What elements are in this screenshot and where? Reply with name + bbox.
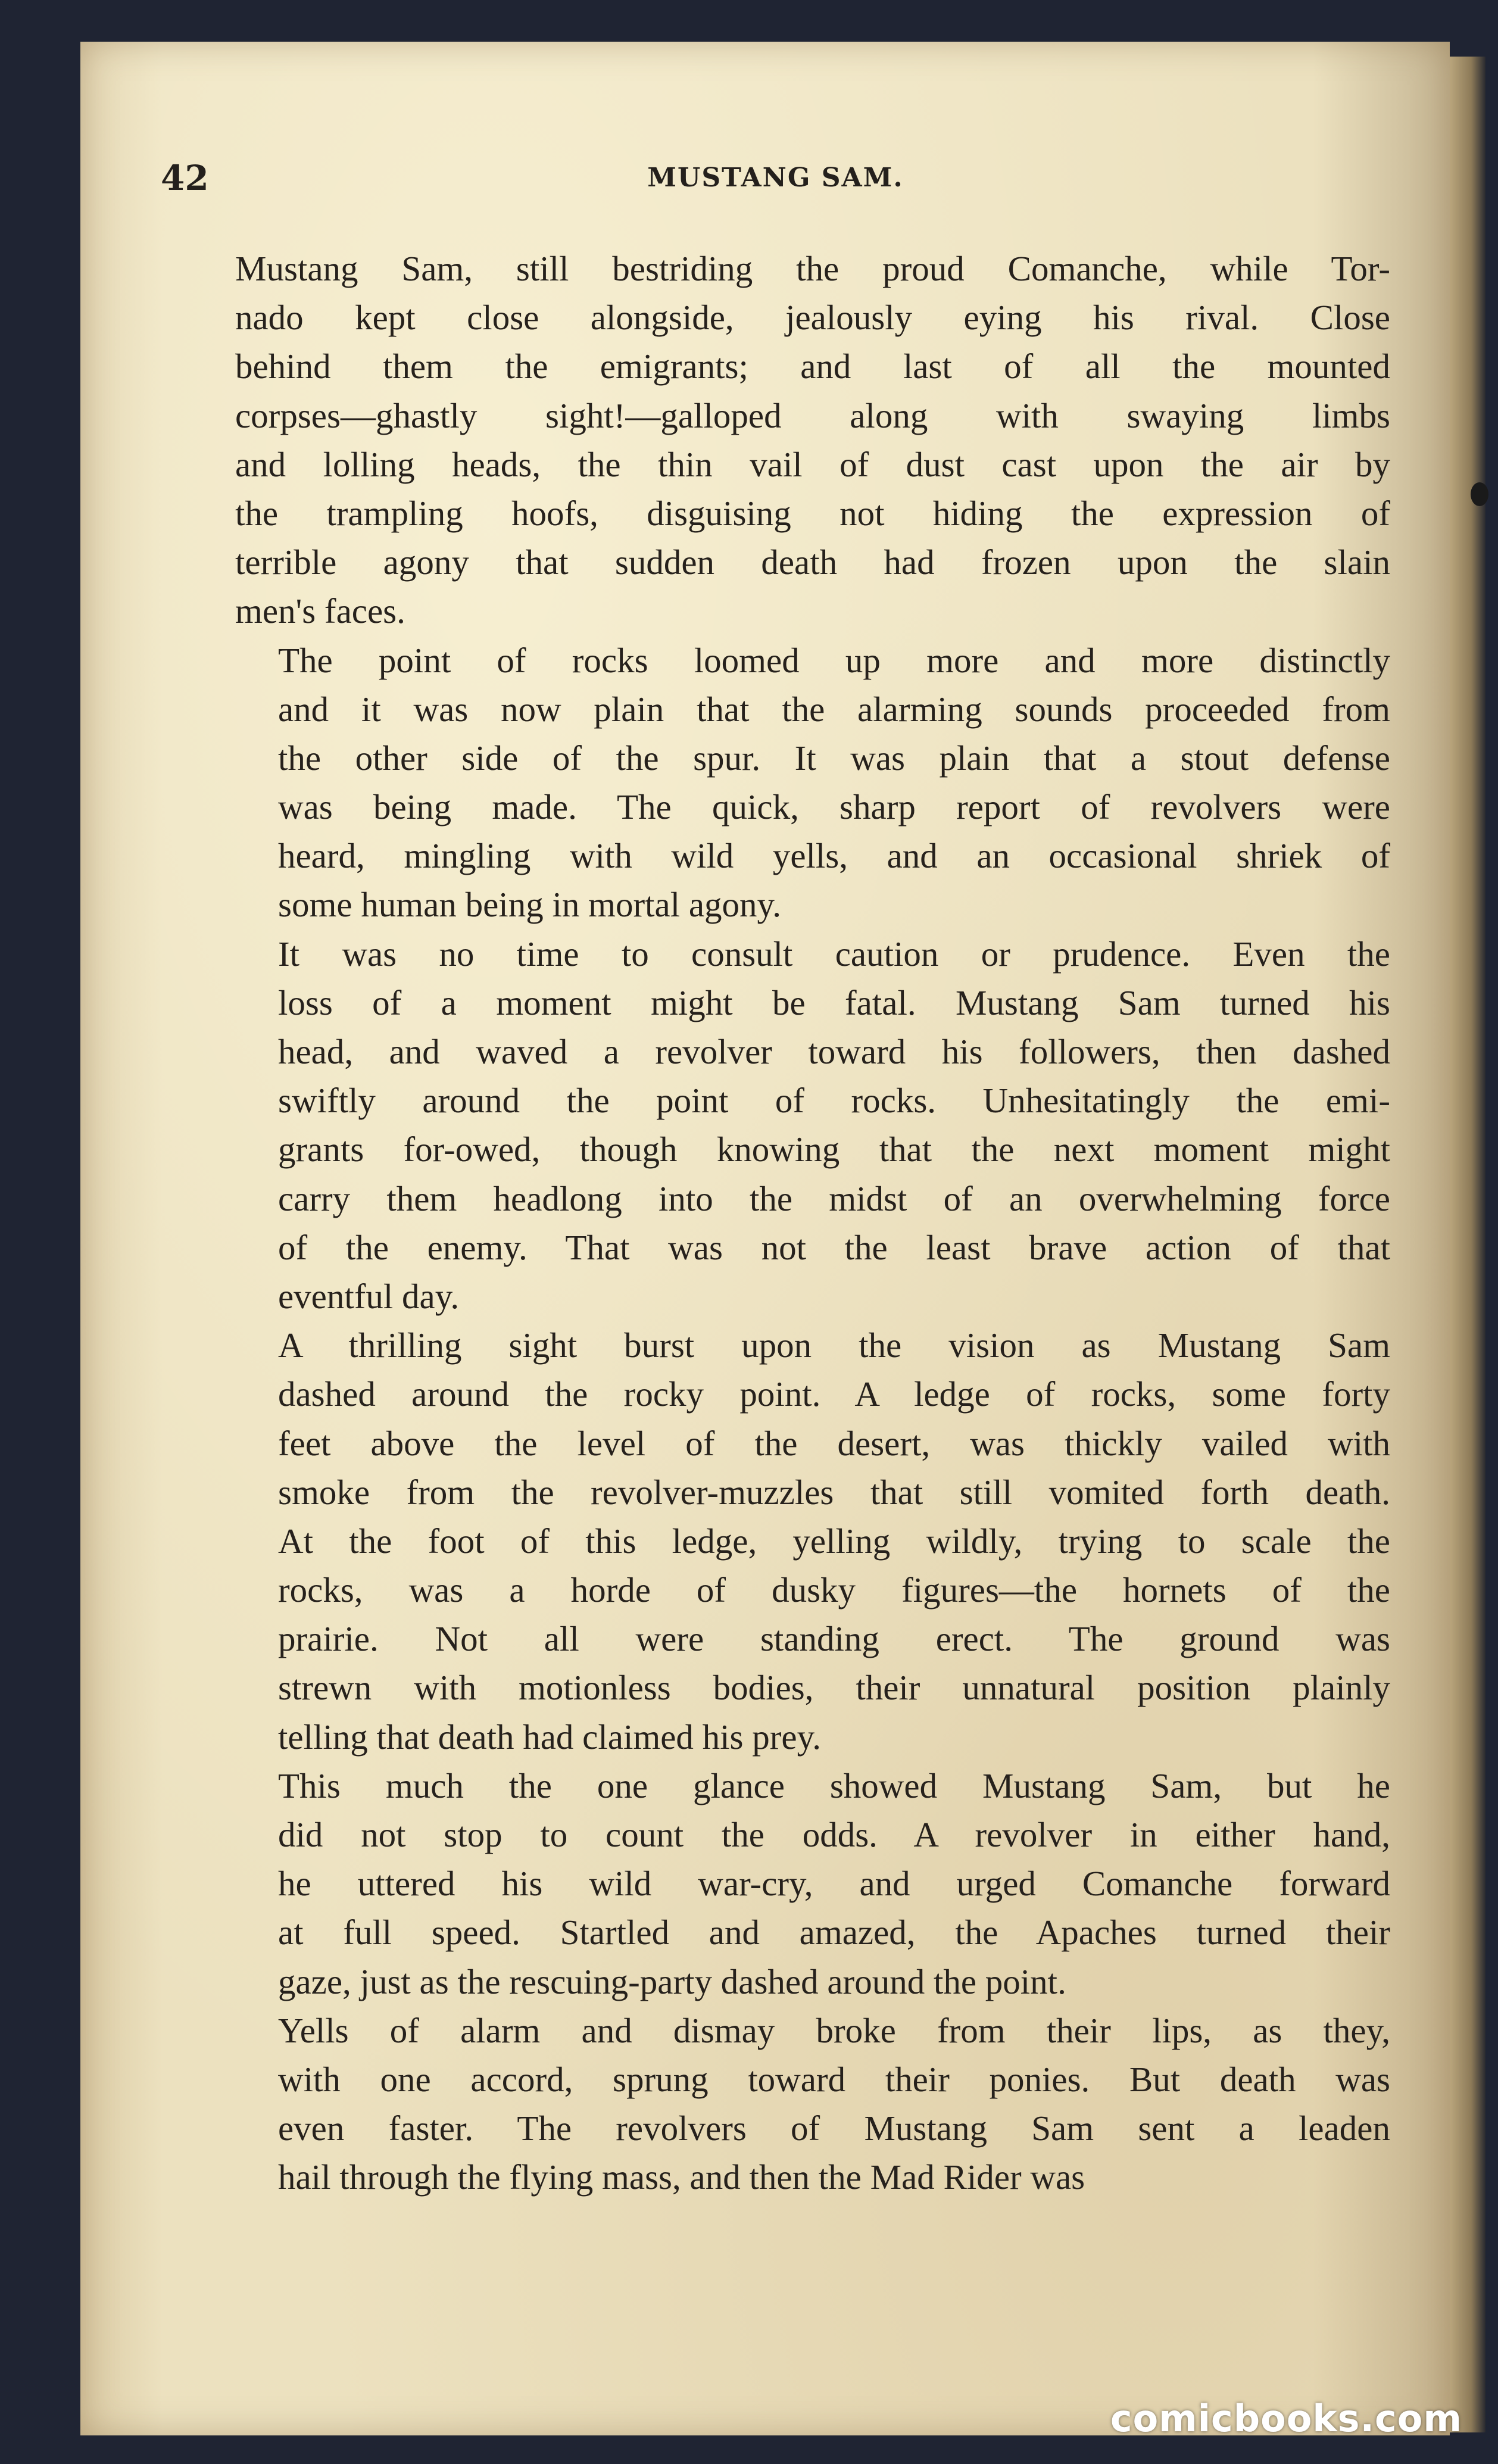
text-line: some human being in mortal agony.	[278, 885, 781, 925]
text-line: corpses—ghastly sight!—galloped along with swaying limbs	[235, 395, 1390, 435]
text-line: nado kept close alongside, jealously eying his rival. Close	[235, 298, 1390, 338]
text-line: he uttered his wild war-cry, and urged Comanche forward	[278, 1864, 1390, 1904]
next-page-edge	[1450, 57, 1485, 2432]
paragraph	[235, 1761, 1390, 2006]
running-head: MUSTANG SAM.	[647, 163, 904, 193]
body-text	[235, 244, 1390, 2202]
text-line: men's faces.	[235, 591, 405, 631]
text-line: dashed around the rocky point. A ledge of rocks, some forty	[278, 1374, 1390, 1414]
text-line: swiftly around the point of rocks. Unhesitatingly the emi-	[278, 1081, 1390, 1121]
paragraph	[235, 244, 1390, 636]
text-line: eventful day.	[278, 1276, 460, 1316]
text-line: heard, mingling with wild yells, and an occasional shriek of	[278, 836, 1390, 876]
text-line: The point of rocks loomed up more and more distinctly	[278, 640, 1390, 680]
paragraph	[235, 930, 1390, 1321]
text-line: This much the one glance showed Mustang Sam, but he	[278, 1766, 1390, 1805]
text-line: did not stop to count the odds. A revolver in either hand,	[278, 1815, 1390, 1854]
text-line: Yells of alarm and dismay broke from their lips, as they,	[278, 2010, 1390, 2050]
text-line: A thrilling sight burst upon the vision as Mustang Sam	[278, 1325, 1390, 1365]
paragraph	[235, 2006, 1390, 2202]
text-line: Mustang Sam, still bestriding the proud Comanche, while Tor-	[235, 249, 1390, 288]
text-line: was being made. The quick, sharp report of revolvers were	[278, 787, 1390, 827]
text-line: telling that death had claimed his prey.	[278, 1717, 822, 1757]
text-line: grants for-owed, though knowing that the next moment might	[278, 1130, 1390, 1169]
text-line: loss of a moment might be fatal. Mustang Sam turned his	[278, 983, 1390, 1022]
text-line: head, and waved a revolver toward his followers, then dashed	[278, 1032, 1390, 1071]
text-line: prairie. Not all were standing erect. The ground was	[278, 1619, 1390, 1659]
text-line: behind them the emigrants; and last of all the mounted	[235, 347, 1390, 386]
text-line: and lolling heads, the thin vail of dust cast upon the air by	[235, 444, 1390, 484]
page-header	[161, 158, 1390, 205]
text-line: smoke from the revolver-muzzles that still vomited forth death.	[278, 1472, 1390, 1512]
paragraph	[235, 1321, 1390, 1761]
text-line: It was no time to consult caution or prudence. Even the	[278, 934, 1390, 974]
text-line: with one accord, sprung toward their ponies. But death was	[278, 2059, 1390, 2099]
text-line: the other side of the spur. It was plain that a stout defense	[278, 738, 1390, 778]
page-number: 42	[161, 158, 209, 198]
text-line: gaze, just as the rescuing-party dashed around the point.	[278, 1961, 1066, 2001]
watermark: comicbooks.com	[1110, 2397, 1462, 2440]
text-line: feet above the level of the desert, was thickly vailed with	[278, 1423, 1390, 1463]
text-line: At the foot of this ledge, yelling wildly, trying to scale the	[278, 1521, 1390, 1561]
paragraph	[235, 636, 1390, 930]
binding-hole	[1471, 482, 1488, 506]
text-line: terrible agony that sudden death had frozen upon the slain	[235, 542, 1390, 582]
text-line: strewn with motionless bodies, their unnatural position plainly	[278, 1668, 1390, 1708]
text-line: even faster. The revolvers of Mustang Sam sent a leaden	[278, 2109, 1390, 2148]
text-line: rocks, was a horde of dusky figures—the hornets of the	[278, 1570, 1390, 1610]
text-line: of the enemy. That was not the least brave action of that	[278, 1227, 1390, 1267]
text-line: and it was now plain that the alarming sounds proceeded from	[278, 689, 1390, 729]
text-line: the trampling hoofs, disguising not hiding the expression of	[235, 493, 1390, 533]
text-line: hail through the flying mass, and then the Mad Rider was	[278, 2157, 1085, 2197]
text-line: carry them headlong into the midst of an overwhelming force	[278, 1178, 1390, 1218]
text-line: at full speed. Startled and amazed, the Apaches turned their	[278, 1913, 1390, 1953]
